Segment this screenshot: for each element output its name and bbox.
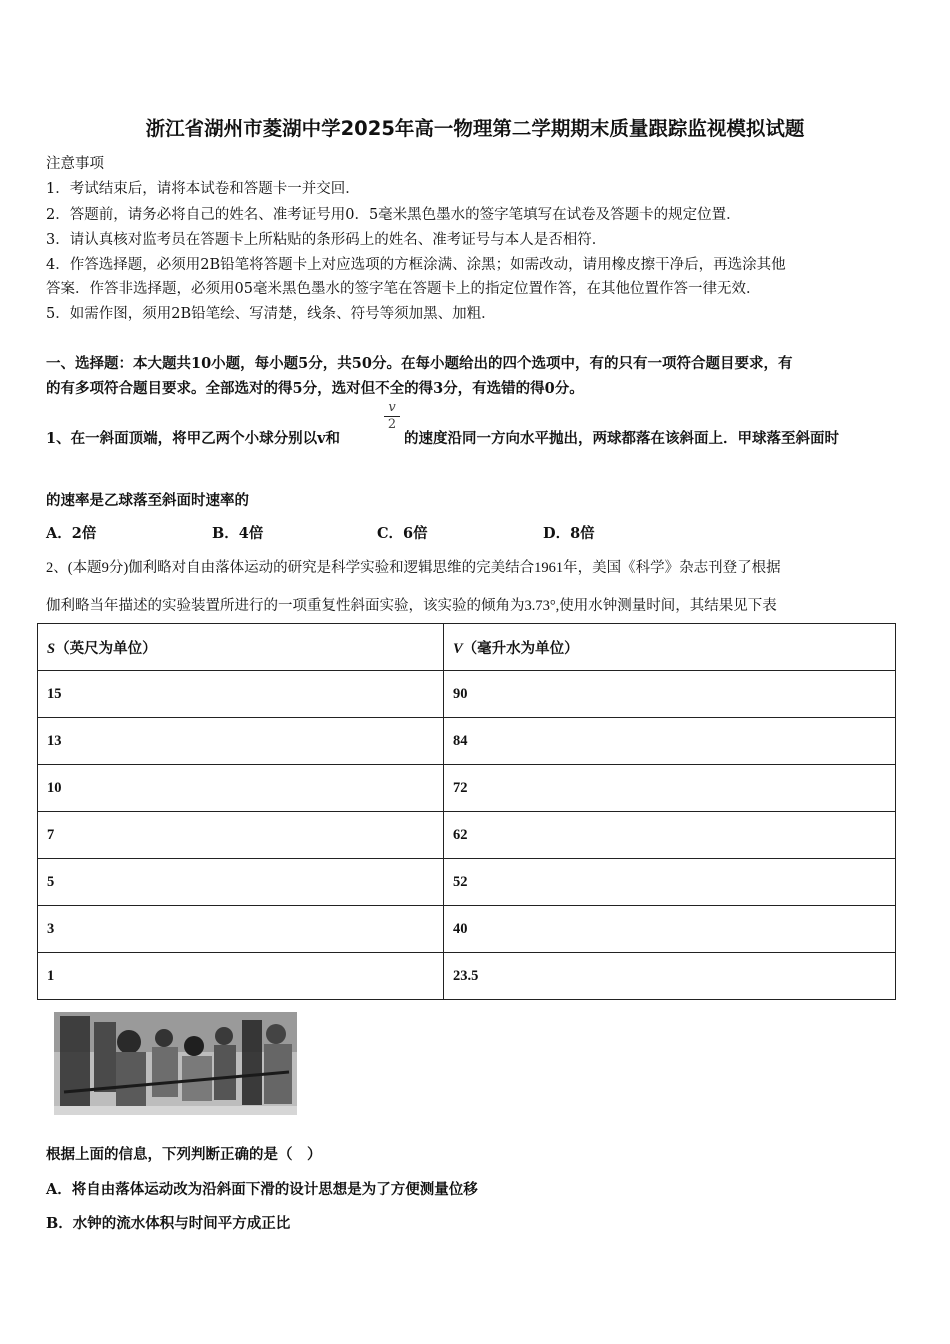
table-row [38,906,896,953]
table-cell: 72 [444,765,896,812]
table-row [38,953,896,1000]
experiment-photo [54,1012,297,1115]
table-cell: 5 [38,859,444,906]
page-title: 浙江省湖州市菱湖中学2025年高一物理第二学期期末质量跟踪监视模拟试题 [145,117,805,140]
table-row [38,765,896,812]
q1-option-d: D．8倍 [543,525,595,542]
notice-item: 1．考试结束后，请将本试卷和答题卡一并交回． [46,181,360,197]
section-instructions-line2: 的有多项符合题目要求。全部选对的得5分，选对但不全的得3分，有选错的得0分。 [46,380,584,397]
table-cell: 1 [38,953,444,1000]
header-var-v: V [453,640,463,657]
notice-item: 3．请认真核对监考员在答题卡上所粘贴的条形码上的姓名、准考证号与本人是否相符． [46,232,607,248]
q1-stem-before: 1、在一斜面顶端，将甲乙两个小球分别以v和 [46,430,341,447]
table-row [38,812,896,859]
table-cell: 52 [444,859,896,906]
table-cell: 13 [38,718,444,765]
q1-stem-line2: 的速率是乙球落至斜面时速率的 [46,492,249,509]
header-unit-s: （英尺为单位） [55,640,157,657]
notice-heading: 注意事项 [46,156,104,172]
q1-fraction-denominator: 2 [387,417,397,432]
table-cell: 84 [444,718,896,765]
table-cell: 10 [38,765,444,812]
table-header-cell [444,624,896,671]
q2-option-a: A．将自由落体运动改为沿斜面下滑的设计思想是为了方便测量位移 [46,1181,478,1198]
table-cell: 40 [444,906,896,953]
notice-item: 2．答题前，请务必将自己的姓名、准考证号用0．5毫米黑色墨水的签字笔填写在试卷及答题卡的规定位置． [46,207,741,223]
header-unit-v: （毫升水为单位） [462,640,579,657]
table-cell: 62 [444,812,896,859]
q1-option-a: A．2倍 [46,525,97,542]
table-row [38,859,896,906]
notice-item: 答案．作答非选择题，必须用05毫米黑色墨水的签字笔在答题卡上的指定位置作答，在其他位置作答一律无效． [46,281,761,297]
q1-option-b: B．4倍 [212,525,264,542]
table-cell: 23.5 [444,953,896,1000]
table-cell: 15 [38,671,444,718]
q1-fraction [384,400,400,433]
notice-item: 5．如需作图，须用2B铅笔绘、写清楚，线条、符号等须加黑、加粗． [46,306,496,322]
data-table [37,623,896,1000]
table-row [38,671,896,718]
q1-fraction-numerator: v [384,400,400,417]
q2-stem-line2: 伽利略当年描述的实验装置所进行的一项重复性斜面实验，该实验的倾角为3.73°,使用水钟测量时间，其结果见下表 [46,598,777,614]
table-cell: 7 [38,812,444,859]
q2-stem-line1: 2、(本题9分)伽利略对自由落体运动的研究是科学实验和逻辑思维的完美结合1961年，美国《科学》杂志刊登了根据 [46,560,781,576]
q2-prompt: 根据上面的信息，下列判断正确的是（ ） [46,1146,322,1163]
notice-item: 4．作答选择题，必须用2B铅笔将答题卡上对应选项的方框涂满、涂黑；如需改动，请用橡皮擦干净后，再选涂其他 [46,257,786,273]
q1-option-c: C．6倍 [377,525,428,542]
table-header-cell [38,624,444,671]
table-row [38,718,896,765]
q1-stem-after: 的速度沿同一方向水平抛出，两球都落在该斜面上．甲球落至斜面时 [404,430,839,447]
header-var-s: S [47,640,56,657]
table-cell: 90 [444,671,896,718]
section-instructions-line1: 一、选择题：本大题共10小题，每小题5分，共50分。在每小题给出的四个选项中，有的只有一项符合题目要求，有 [46,355,793,372]
table-cell: 3 [38,906,444,953]
table-header-row [38,624,896,671]
q2-option-b: B．水钟的流水体积与时间平方成正比 [46,1215,291,1232]
